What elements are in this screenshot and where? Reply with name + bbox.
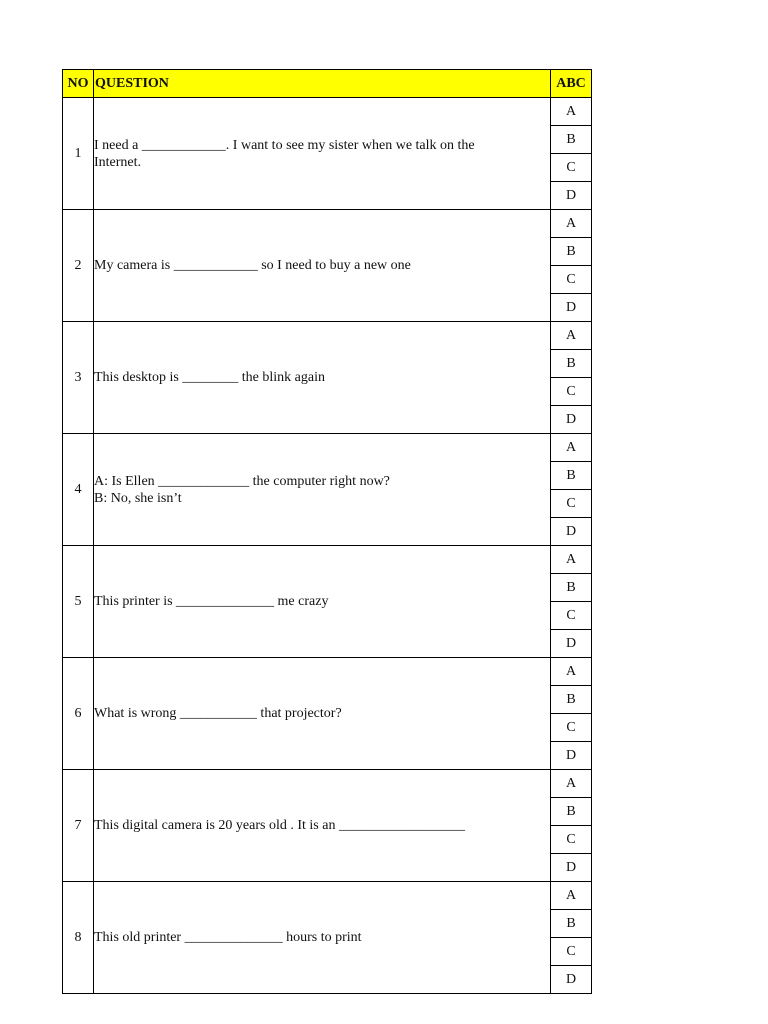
table-row xyxy=(63,882,592,910)
answer-option-b[interactable]: B xyxy=(551,574,592,602)
quiz-sheet xyxy=(62,69,592,987)
answer-option-c[interactable]: C xyxy=(551,266,592,294)
answer-option-c[interactable]: C xyxy=(551,826,592,854)
answer-option-b[interactable]: B xyxy=(551,126,592,154)
answer-option-d[interactable]: D xyxy=(551,294,592,322)
answer-option-c[interactable]: C xyxy=(551,714,592,742)
answer-option-b[interactable]: B xyxy=(551,238,592,266)
question-line: A: Is Ellen _____________ the computer right now? xyxy=(94,473,390,489)
answer-option-a[interactable]: A xyxy=(551,770,592,798)
table-row xyxy=(63,98,592,126)
answer-option-d[interactable]: D xyxy=(551,966,592,994)
table-row xyxy=(63,210,592,238)
answer-option-b[interactable]: B xyxy=(551,350,592,378)
question-text xyxy=(94,770,551,882)
answer-option-d[interactable]: D xyxy=(551,518,592,546)
question-line: This old printer ______________ hours to print xyxy=(94,930,362,945)
header-row xyxy=(63,70,592,98)
question-line: B: No, she isn’t xyxy=(94,490,182,506)
answer-option-b[interactable]: B xyxy=(551,798,592,826)
answer-option-c[interactable]: C xyxy=(551,154,592,182)
answer-option-c[interactable]: C xyxy=(551,602,592,630)
question-line: My camera is ____________ so I need to buy a new one xyxy=(94,258,411,273)
question-text xyxy=(94,98,551,210)
question-line: This digital camera is 20 years old . It is an __________________ xyxy=(94,818,465,833)
question-number: 4 xyxy=(63,434,94,546)
answer-option-a[interactable]: A xyxy=(551,210,592,238)
table-row xyxy=(63,322,592,350)
table-row xyxy=(63,546,592,574)
question-number: 8 xyxy=(63,882,94,994)
answer-option-d[interactable]: D xyxy=(551,854,592,882)
question-line: What is wrong ___________ that projector? xyxy=(94,706,342,721)
answer-option-b[interactable]: B xyxy=(551,910,592,938)
question-line: This desktop is ________ the blink again xyxy=(94,370,325,385)
table-row xyxy=(63,658,592,686)
answer-option-a[interactable]: A xyxy=(551,434,592,462)
question-number: 2 xyxy=(63,210,94,322)
question-text xyxy=(94,658,551,770)
answer-option-a[interactable]: A xyxy=(551,322,592,350)
question-line: I need a ____________. I want to see my sister when we talk on the xyxy=(94,137,475,153)
question-number: 3 xyxy=(63,322,94,434)
answer-option-b[interactable]: B xyxy=(551,462,592,490)
answer-option-d[interactable]: D xyxy=(551,406,592,434)
answer-option-a[interactable]: A xyxy=(551,658,592,686)
question-text xyxy=(94,546,551,658)
answer-option-d[interactable]: D xyxy=(551,742,592,770)
answer-option-c[interactable]: C xyxy=(551,490,592,518)
question-line: This printer is ______________ me crazy xyxy=(94,594,329,609)
answer-option-a[interactable]: A xyxy=(551,546,592,574)
answer-option-d[interactable]: D xyxy=(551,182,592,210)
header-question: QUESTION xyxy=(94,70,551,98)
quiz-table xyxy=(62,69,592,994)
question-number: 5 xyxy=(63,546,94,658)
question-text xyxy=(94,322,551,434)
answer-option-d[interactable]: D xyxy=(551,630,592,658)
question-number: 6 xyxy=(63,658,94,770)
table-row xyxy=(63,434,592,462)
answer-option-a[interactable]: A xyxy=(551,98,592,126)
answer-option-b[interactable]: B xyxy=(551,686,592,714)
question-line: Internet. xyxy=(94,154,142,170)
question-text xyxy=(94,210,551,322)
answer-option-c[interactable]: C xyxy=(551,938,592,966)
question-text xyxy=(94,434,551,546)
question-number: 7 xyxy=(63,770,94,882)
table-row xyxy=(63,770,592,798)
header-abc: ABC xyxy=(551,70,592,98)
question-number: 1 xyxy=(63,98,94,210)
answer-option-a[interactable]: A xyxy=(551,882,592,910)
question-text xyxy=(94,882,551,994)
answer-option-c[interactable]: C xyxy=(551,378,592,406)
header-no: NO xyxy=(63,70,94,98)
